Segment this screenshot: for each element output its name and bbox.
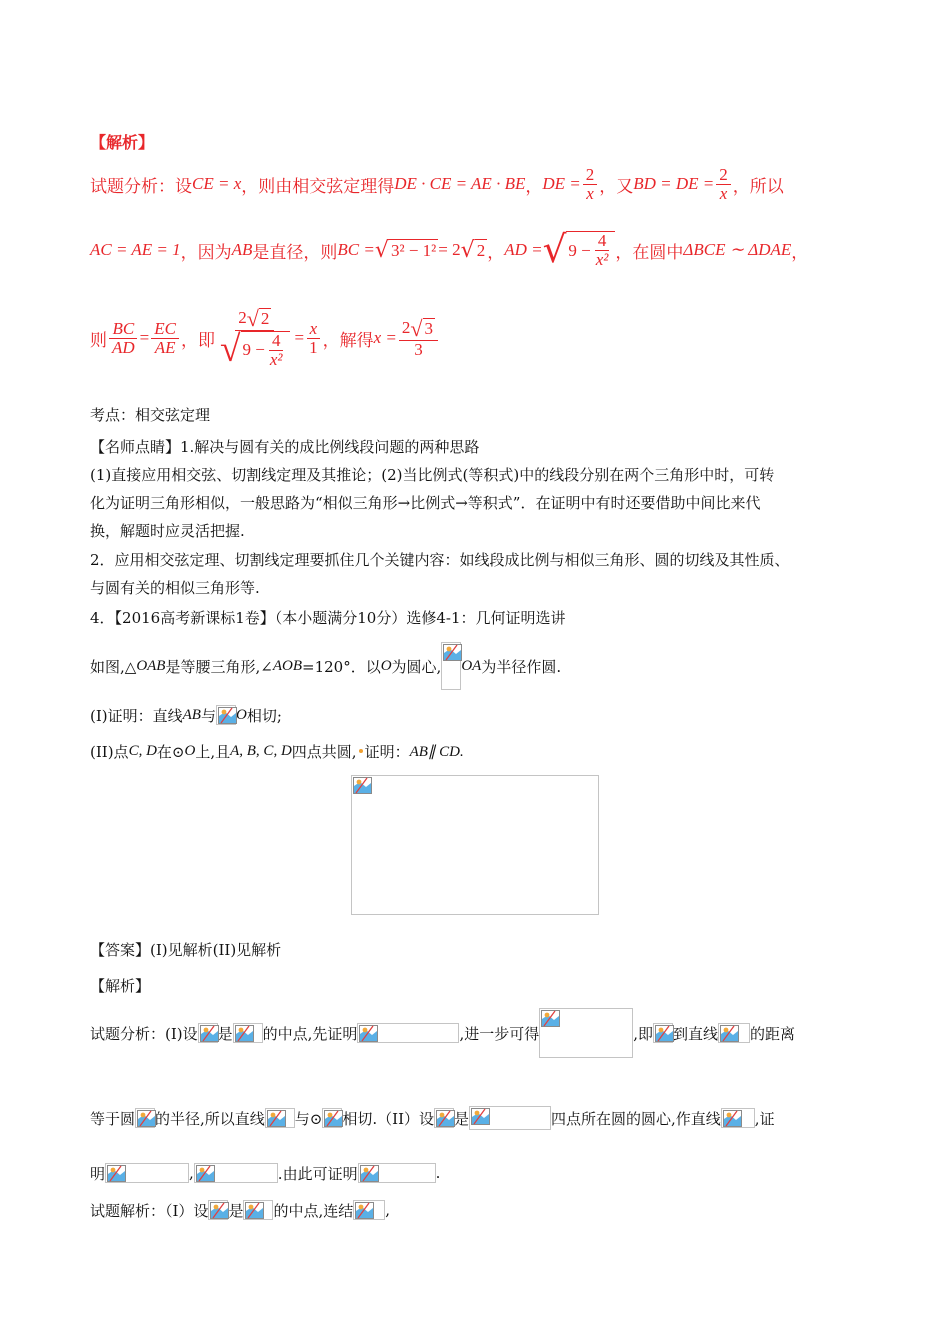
broken-image-icon: [357, 1023, 459, 1043]
point2-line-2: 与圆有关的相似三角形等.: [90, 579, 260, 597]
broken-image-icon: [243, 1200, 273, 1220]
sqrt-radical: √ 3² − 1²: [374, 236, 437, 263]
broken-image-icon: [469, 1106, 551, 1130]
fraction-2sqrt2-over-sqrt: 2 √ 2 √ 9 − $\frac{4}{\text{x²}}$: [217, 308, 293, 369]
analysis-line-2: AC = AE = 1 ，因为 AB 是直径，则 BC = √ 3² − 1² = 2 √ 2 ， AD = √ 9 − $\frac{4}{\text{x²}}$ ，在圆中 ΔBCE ∼ ΔDAE ，: [90, 227, 809, 272]
fraction-2-over-x: $\frac{2}{x}$: [583, 166, 598, 203]
solution-line-3: 明 , .由此可证明 .: [90, 1164, 441, 1183]
kaodian: 考点：相交弦定理: [90, 406, 211, 424]
broken-image-icon: [135, 1108, 155, 1128]
solution-line-2: 等于圆 的半径,所以直线 与⊙ 相切.（II）设 是 四点所在圆的圆心,作直线 ,证: [90, 1106, 775, 1130]
broken-image-icon: [358, 1163, 436, 1183]
mingshi-line-1: (1)直接应用相交弦、切割线定理及其推论；(2)当比例式(等积式)中的线段分别在两个三角形中时，可转: [90, 466, 775, 484]
fraction-ec-ae: $\frac{EC}{AE}$: [151, 320, 179, 357]
mingshi-title: 【名师点睛】1.解决与圆有关的成比例线段问题的两种思路: [90, 438, 480, 456]
question-4-stem: 如图,△ OAB 是等腰三角形,∠ AOB =120°．以 O 为圆心, OA 为半径作圆.: [90, 642, 561, 690]
analysis-line-3: 则 $\frac{BC}{AD}$ = $\frac{EC}{AE}$ ，即 2 √ 2 √ 9 − $\frac{4}{\text{x²}}$ = $\frac{x}{1}$ ，解得 x = 2 √ 3 3: [90, 298, 440, 378]
broken-image-icon: [721, 1108, 755, 1128]
broken-image-icon: [653, 1023, 673, 1043]
fraction-bc-ad: $\frac{BC}{AD}$: [109, 320, 138, 357]
broken-image-icon: [198, 1023, 218, 1043]
fraction-x-over-1: $\frac{x}{1}$: [306, 320, 321, 357]
question-4-part-1: (I)证明：直线 AB 与 O 相切;: [90, 706, 282, 725]
broken-image-icon: [353, 1200, 385, 1220]
figure-placeholder: [351, 775, 599, 915]
broken-image-icon: [322, 1108, 342, 1128]
mingshi-line-2: 化为证明三角形相似，一般思路为“相似三角形→比例式→等积式”．在证明中有时还要借助中间比来代: [90, 494, 761, 512]
sqrt-9-minus-frac: √ 9 − $\frac{4}{\text{x²}}$: [543, 231, 616, 269]
point2-line-1: 2．应用相交弦定理、切割线定理要抓住几个关键内容：如线段成比例与相似三角形、圆的切线及其性质、: [90, 551, 790, 569]
broken-image-icon: [233, 1023, 263, 1043]
broken-image-icon: [441, 642, 461, 690]
broken-image-icon: [539, 1008, 633, 1058]
solution-line-4: 试题解析：（Ⅰ）设 是 的中点,连结 ,: [90, 1201, 391, 1220]
analysis-heading: 【解析】: [90, 133, 155, 152]
small-image-dot: [359, 749, 363, 753]
sqrt-2: √ 2: [460, 236, 486, 263]
analysis-heading-2: 【解析】: [90, 977, 151, 995]
broken-image-icon: [718, 1023, 750, 1043]
broken-image-icon: [105, 1163, 189, 1183]
broken-image-icon: [194, 1163, 278, 1183]
mingshi-line-3: 换，解题时应灵活把握.: [90, 522, 245, 540]
solution-line-1: 试题分析：(I)设 是 的中点,先证明 ,进一步可得 ,即 到直线 的距离: [90, 1008, 795, 1058]
broken-image-icon: [216, 705, 236, 725]
question-4-part-2: (II)点 C, D 在⊙ O 上,且 A, B, C, D 四点共圆, 证明： AB∥ CD.: [90, 742, 464, 761]
fraction-2sqrt3-over-3: 2 √ 3 3: [399, 318, 438, 359]
broken-image-icon: [208, 1200, 228, 1220]
answer-line: 【答案】(I)见解析(II)见解析: [90, 941, 282, 959]
broken-image-icon: [265, 1108, 295, 1128]
broken-image-icon: [434, 1108, 454, 1128]
fraction-2-over-x-b: $\frac{2}{x}$: [716, 166, 731, 203]
question-4-title: 4．【2016高考新课标1卷】（本小题满分10分）选修4-1：几何证明选讲: [90, 609, 566, 627]
analysis-line-1: 试题分析：设 CE = x ，则由相交弦定理得 DE · CE = AE · BE ， DE = $\frac{2}{x}$ ，又 BD = DE = $\frac{2}{x}$ ，所以: [90, 164, 784, 203]
